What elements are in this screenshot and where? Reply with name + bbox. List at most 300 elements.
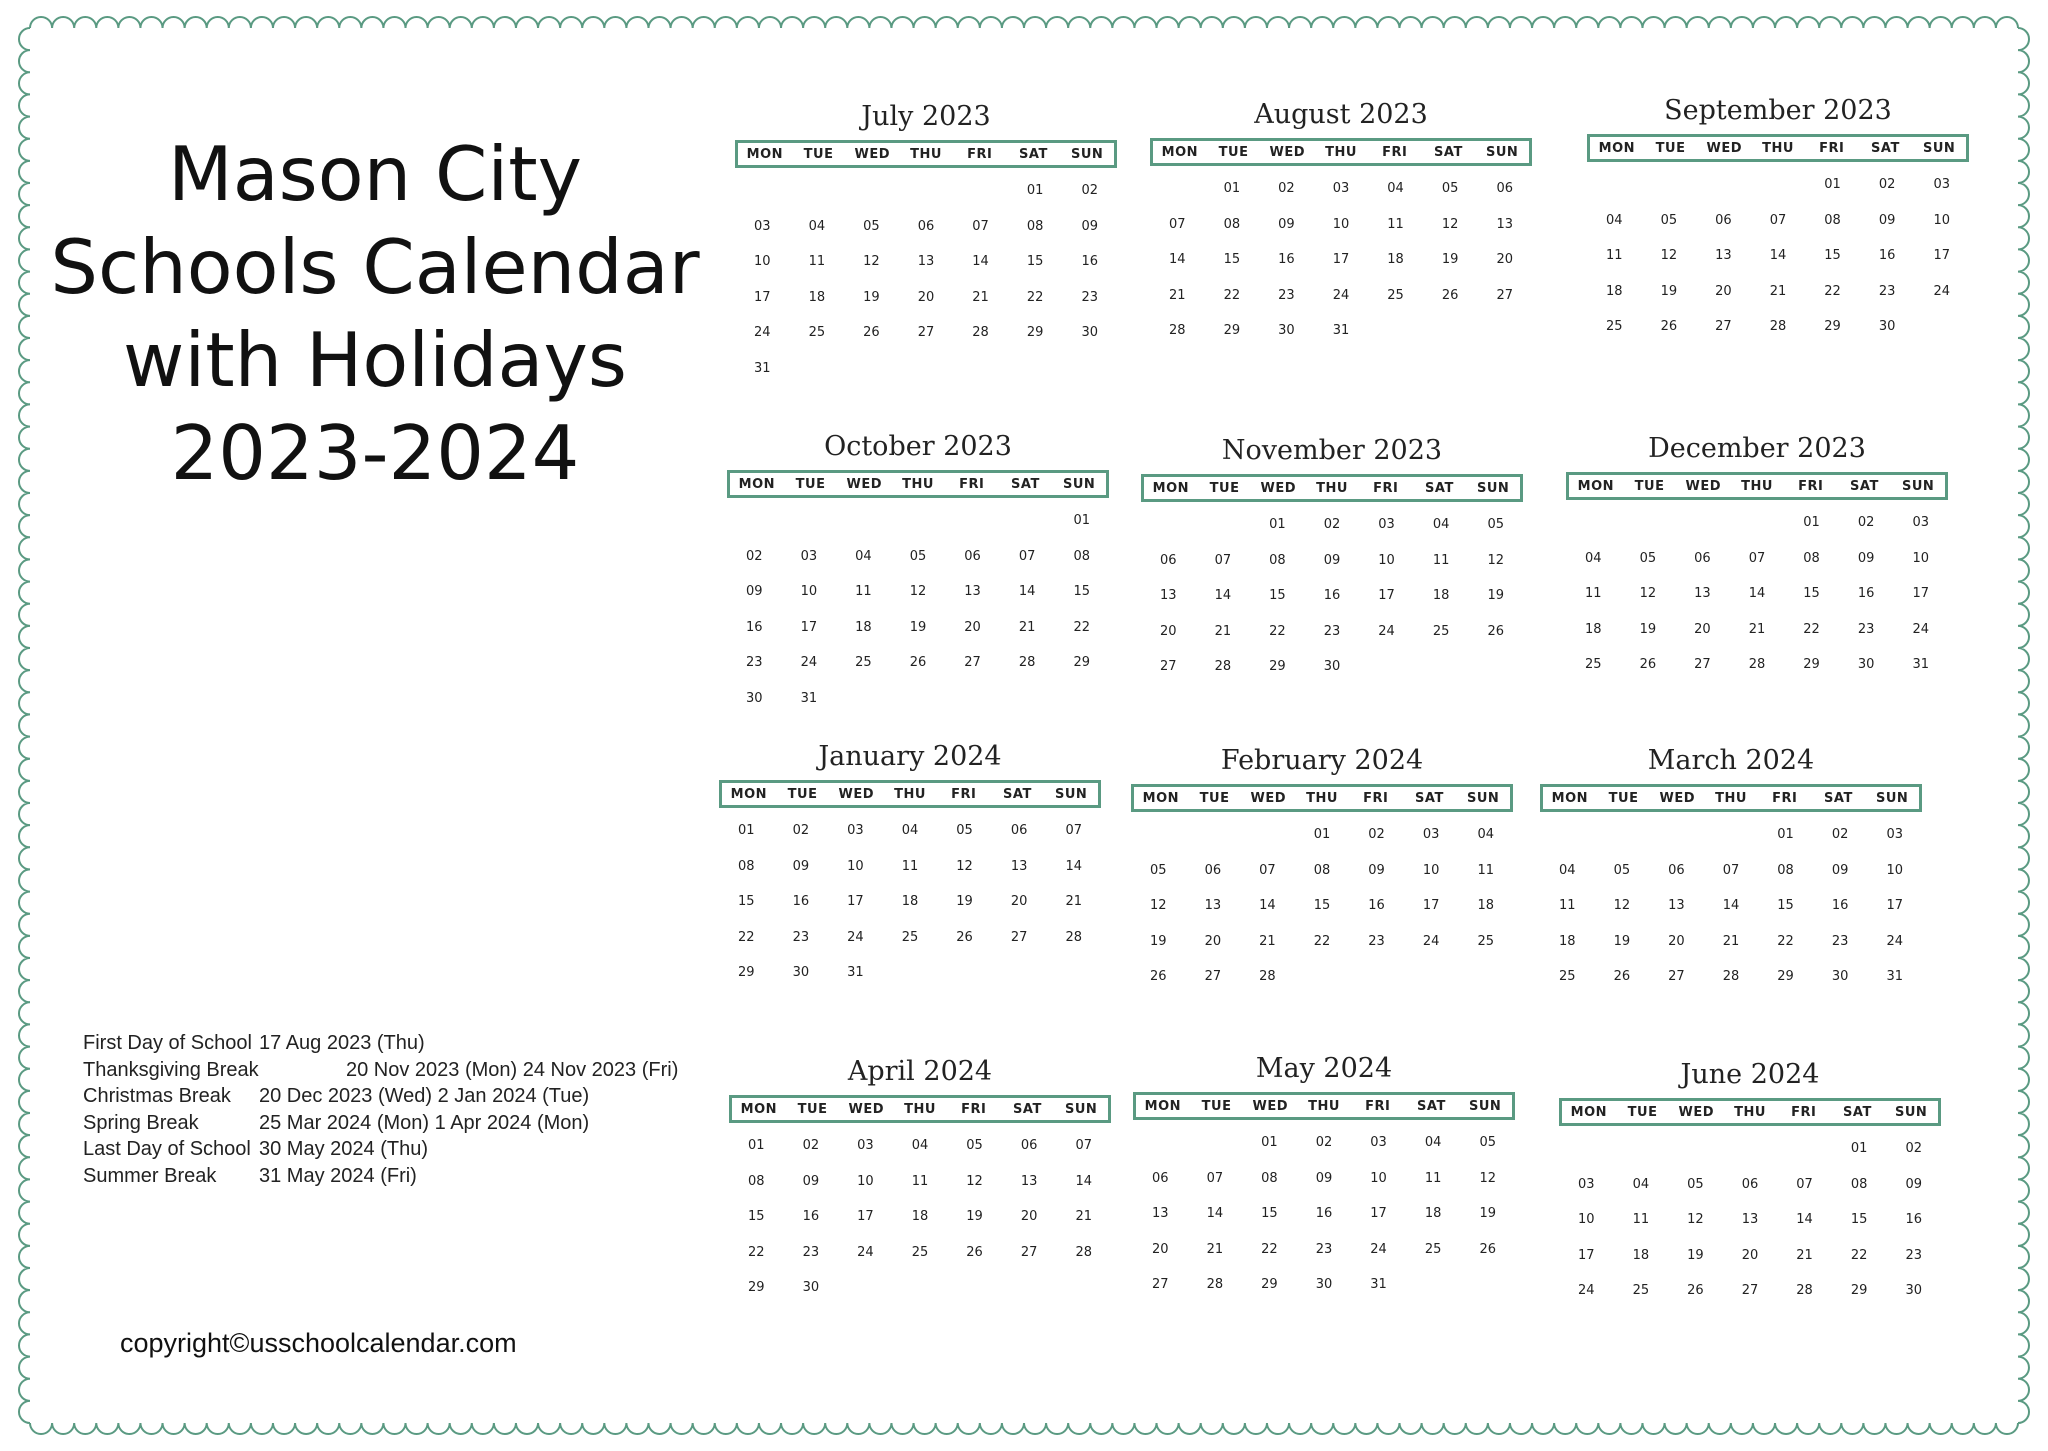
weekday-label: WED [1706, 140, 1743, 156]
day-cell: 13 [1152, 1206, 1169, 1222]
day-grid [1141, 512, 1523, 690]
holiday-name: Spring Break [83, 1111, 199, 1134]
day-cell: 02 [1323, 517, 1341, 532]
weekday-header [1133, 1092, 1515, 1120]
weekday-label: WED [838, 786, 875, 802]
weekday-label: THU [902, 476, 934, 492]
weekday-header [1131, 784, 1513, 812]
weekday-header [727, 470, 1109, 498]
weekday-label: MON [738, 476, 776, 492]
day-cell: 20 [1020, 1209, 1038, 1225]
day-cell: 30 [1878, 319, 1896, 335]
day-cell: 28 [1748, 657, 1766, 673]
holiday-name: Christmas Break [83, 1085, 231, 1107]
month-calendar [735, 100, 1117, 392]
day-cell: 11 [855, 584, 872, 600]
day-cell: 06 [1160, 552, 1177, 568]
day-cell: 08 [1803, 550, 1820, 566]
day-cell: 14 [1075, 1173, 1092, 1189]
month-calendar [1540, 744, 1922, 1000]
day-cell: 15 [1269, 588, 1286, 604]
day-cell: 16 [1857, 586, 1875, 602]
empty-cell [1559, 1136, 1614, 1172]
day-cell: 22 [1850, 1247, 1868, 1263]
day-cell: 06 [917, 218, 935, 234]
day-cell: 09 [802, 1173, 820, 1189]
weekday-label: MON [1577, 478, 1615, 494]
day-cell: 18 [901, 894, 919, 910]
weekday-label: SUN [1902, 478, 1935, 494]
empty-cell [1196, 512, 1251, 548]
day-cell: 06 [1668, 862, 1685, 878]
weekday-label: WED [1685, 478, 1722, 494]
day-cell: 19 [1150, 933, 1167, 949]
day-cell: 21 [1769, 283, 1787, 299]
day-cell: 30 [802, 1280, 820, 1296]
weekday-label: THU [1306, 790, 1338, 806]
day-cell: 25 [1606, 319, 1623, 335]
day-cell: 19 [1639, 621, 1657, 637]
holiday-date: 20 Nov 2023 (Mon) 24 Nov 2023 (Fri) [346, 1058, 679, 1081]
day-cell: 11 [1477, 862, 1494, 878]
day-cell: 15 [1850, 1212, 1868, 1228]
day-cell: 27 [1204, 969, 1222, 985]
day-cell: 01 [1850, 1141, 1868, 1156]
day-cell: 19 [1479, 1206, 1496, 1222]
weekday-label: FRI [1791, 1104, 1817, 1120]
weekday-label: THU [1308, 1098, 1340, 1114]
day-cell: 09 [1878, 212, 1896, 228]
day-cell: 15 [748, 1209, 765, 1225]
day-cell: 11 [1559, 898, 1576, 914]
weekday-label: SUN [1469, 1098, 1502, 1114]
day-cell: 29 [1269, 659, 1286, 675]
day-cell: 18 [855, 619, 872, 635]
day-cell: 12 [956, 858, 973, 874]
month-calendar [1133, 1052, 1515, 1308]
day-cell: 29 [1777, 969, 1794, 985]
day-cell: 27 [917, 325, 935, 341]
weekday-label: FRI [1382, 144, 1408, 160]
day-cell: 07 [1206, 1170, 1224, 1186]
holiday-name: Thanksgiving Break [83, 1058, 259, 1081]
weekday-label: THU [894, 786, 926, 802]
day-cell: 08 [1269, 552, 1286, 568]
day-cell: 04 [808, 218, 826, 234]
day-cell: 30 [1831, 969, 1849, 985]
weekday-label: FRI [967, 146, 993, 162]
day-cell: 19 [1613, 933, 1631, 949]
day-cell: 28 [1722, 969, 1740, 985]
day-grid [719, 818, 1101, 996]
day-cell: 02 [802, 1138, 820, 1153]
title-line: Schools Calendar [50, 223, 700, 311]
weekday-label: FRI [961, 1101, 987, 1117]
weekday-label: SUN [1071, 146, 1104, 162]
day-cell: 10 [847, 858, 864, 874]
day-cell: 21 [1214, 623, 1232, 639]
day-cell: 12 [909, 584, 927, 600]
weekday-label: WED [1269, 144, 1306, 160]
day-cell: 15 [1261, 1206, 1278, 1222]
empty-cell [1642, 172, 1697, 208]
day-cell: 27 [1020, 1244, 1038, 1260]
day-cell: 24 [1912, 621, 1929, 637]
day-cell: 10 [1422, 862, 1440, 878]
weekday-label: SAT [1850, 478, 1879, 494]
holiday-date: 17 Aug 2023 (Thu) [259, 1032, 425, 1054]
day-cell: 24 [1332, 287, 1350, 303]
day-cell: 06 [964, 548, 981, 564]
day-cell: 02 [1831, 827, 1849, 842]
empty-cell [1723, 1136, 1778, 1172]
day-cell: 08 [1261, 1170, 1278, 1186]
day-cell: 10 [1912, 550, 1929, 566]
day-cell: 22 [748, 1244, 765, 1260]
day-cell: 04 [1477, 827, 1494, 842]
day-cell: 03 [1378, 517, 1395, 532]
weekday-header [729, 1095, 1111, 1123]
day-cell: 14 [1748, 586, 1766, 602]
day-cell: 17 [1370, 1206, 1387, 1222]
empty-cell [1704, 822, 1759, 858]
day-cell: 19 [863, 289, 880, 305]
day-grid [1150, 176, 1532, 354]
day-cell: 28 [1065, 929, 1082, 945]
day-cell: 29 [748, 1280, 765, 1296]
empty-cell [1696, 172, 1751, 208]
day-cell: 06 [1496, 181, 1513, 196]
weekday-label: TUE [1634, 478, 1665, 494]
weekday-label: SUN [1876, 790, 1909, 806]
weekday-header [735, 140, 1117, 168]
day-cell: 28 [1214, 659, 1232, 675]
day-cell: 23 [802, 1244, 820, 1260]
day-cell: 23 [1278, 287, 1295, 303]
day-cell: 20 [1152, 1241, 1169, 1257]
day-cell: 19 [966, 1209, 983, 1225]
day-cell: 28 [1018, 655, 1036, 671]
day-cell: 28 [1075, 1244, 1092, 1260]
day-cell: 17 [847, 894, 864, 910]
day-cell: 09 [746, 584, 763, 600]
weekday-label: MON [1142, 790, 1180, 806]
day-cell: 22 [738, 929, 755, 945]
day-cell: 26 [1487, 623, 1504, 639]
empty-cell [899, 178, 954, 214]
weekday-label: SUN [1055, 786, 1088, 802]
day-cell: 15 [1313, 898, 1331, 914]
day-cell: 16 [1323, 588, 1341, 604]
day-cell: 12 [1150, 898, 1167, 914]
day-cell: 31 [800, 690, 818, 706]
day-cell: 25 [1432, 623, 1450, 639]
day-cell: 23 [1905, 1247, 1922, 1263]
day-cell: 21 [1796, 1247, 1813, 1263]
day-cell: 07 [1018, 548, 1036, 564]
empty-cell [1150, 176, 1205, 212]
day-cell: 25 [1632, 1283, 1650, 1299]
weekday-label: MON [1152, 480, 1190, 496]
day-cell: 09 [1368, 862, 1385, 878]
day-cell: 30 [1857, 657, 1875, 673]
day-cell: 01 [1026, 183, 1044, 198]
day-cell: 27 [1010, 929, 1028, 945]
holiday-date: 30 May 2024 (Thu) [259, 1138, 428, 1160]
day-cell: 31 [754, 360, 771, 376]
day-cell: 04 [1432, 517, 1450, 532]
day-cell: 16 [1905, 1212, 1922, 1228]
weekday-label: THU [1316, 480, 1348, 496]
day-cell: 22 [1777, 933, 1794, 949]
month-name: August 2023 [1254, 99, 1428, 130]
day-cell: 01 [738, 823, 755, 838]
day-cell: 04 [1559, 862, 1576, 878]
day-cell: 03 [1912, 515, 1929, 530]
day-cell: 24 [1422, 933, 1440, 949]
day-cell: 08 [1223, 216, 1241, 232]
weekday-label: SUN [1895, 1104, 1928, 1120]
month-calendar [719, 740, 1101, 996]
day-cell: 23 [1831, 933, 1849, 949]
day-cell: 26 [966, 1244, 983, 1260]
day-cell: 06 [1741, 1176, 1759, 1192]
day-cell: 05 [1613, 862, 1631, 878]
page-title [40, 128, 710, 500]
weekday-label: FRI [1365, 1098, 1391, 1114]
day-cell: 21 [1259, 933, 1276, 949]
day-cell: 03 [857, 1138, 874, 1153]
day-cell: 08 [1850, 1176, 1868, 1192]
day-cell: 18 [1559, 933, 1576, 949]
weekday-label: TUE [1218, 144, 1249, 160]
day-cell: 16 [1878, 248, 1896, 264]
weekday-label: WED [854, 146, 891, 162]
day-cell: 23 [792, 929, 810, 945]
day-cell: 10 [800, 584, 818, 600]
weekday-label: SAT [1417, 1098, 1446, 1114]
day-cell: 14 [1796, 1212, 1813, 1228]
weekday-label: WED [1260, 480, 1297, 496]
day-cell: 19 [1441, 252, 1459, 268]
day-cell: 31 [847, 965, 864, 981]
day-cell: 07 [972, 218, 989, 234]
day-cell: 03 [1422, 827, 1440, 842]
weekday-label: FRI [1798, 478, 1824, 494]
day-cell: 19 [909, 619, 927, 635]
empty-cell [790, 178, 845, 214]
day-cell: 18 [1387, 252, 1404, 268]
weekday-label: FRI [1772, 790, 1798, 806]
day-cell: 24 [1370, 1241, 1387, 1257]
day-cell: 11 [911, 1173, 929, 1189]
empty-cell [782, 508, 837, 544]
day-cell: 18 [1606, 283, 1623, 299]
day-cell: 08 [1073, 548, 1090, 564]
day-cell: 17 [1578, 1247, 1595, 1263]
day-cell: 26 [1660, 319, 1678, 335]
day-cell: 04 [1606, 212, 1623, 228]
day-cell: 20 [964, 619, 981, 635]
day-cell: 12 [966, 1173, 983, 1189]
day-cell: 03 [1886, 827, 1903, 842]
day-cell: 23 [1878, 283, 1896, 299]
day-cell: 08 [748, 1173, 765, 1189]
day-cell: 10 [1332, 216, 1350, 232]
day-cell: 07 [1214, 552, 1232, 568]
empty-cell [1621, 510, 1676, 546]
day-cell: 17 [857, 1209, 874, 1225]
day-grid [1131, 822, 1513, 1000]
day-cell: 31 [1370, 1277, 1387, 1293]
weekday-label: FRI [951, 786, 977, 802]
day-cell: 04 [1424, 1135, 1442, 1150]
day-cell: 26 [1687, 1283, 1704, 1299]
weekday-header [1566, 472, 1948, 500]
day-cell: 10 [1886, 862, 1903, 878]
day-cell: 01 [1269, 517, 1286, 532]
weekday-label: TUE [795, 476, 826, 492]
weekday-label: WED [1659, 790, 1696, 806]
day-cell: 22 [1261, 1241, 1278, 1257]
weekday-label: FRI [1363, 790, 1389, 806]
day-cell: 04 [911, 1138, 929, 1153]
day-cell: 26 [1639, 657, 1657, 673]
day-cell: 31 [1912, 657, 1929, 673]
day-cell: 05 [1660, 212, 1678, 228]
empty-cell [836, 508, 891, 544]
day-cell: 24 [800, 655, 818, 671]
day-cell: 30 [1278, 323, 1295, 339]
day-grid [1566, 510, 1948, 688]
day-cell: 25 [901, 929, 919, 945]
day-cell: 29 [1223, 323, 1241, 339]
holiday-date: 25 Mar 2024 (Mon) 1 Apr 2024 (Mon) [259, 1111, 590, 1134]
day-cell: 20 [1204, 933, 1222, 949]
day-cell: 01 [1803, 515, 1820, 530]
day-cell: 15 [1223, 252, 1241, 268]
day-cell: 07 [1796, 1176, 1813, 1192]
day-cell: 26 [863, 325, 880, 341]
day-cell: 29 [1803, 657, 1820, 673]
weekday-label: SAT [1019, 146, 1048, 162]
weekday-label: TUE [1209, 480, 1240, 496]
day-cell: 02 [746, 548, 763, 564]
day-cell: 16 [1278, 252, 1295, 268]
weekday-label: SUN [1486, 144, 1519, 160]
empty-cell [1668, 1136, 1723, 1172]
day-cell: 14 [972, 254, 989, 270]
day-cell: 02 [1905, 1141, 1922, 1156]
weekday-label: SAT [1871, 140, 1900, 156]
weekday-label: WED [846, 476, 883, 492]
day-cell: 18 [808, 289, 826, 305]
day-cell: 02 [1278, 181, 1295, 196]
holiday-date: 20 Dec 2023 (Wed) 2 Jan 2024 (Tue) [259, 1085, 590, 1107]
day-cell: 13 [917, 254, 935, 270]
weekday-header [1559, 1098, 1941, 1126]
weekday-label: THU [1741, 478, 1773, 494]
day-cell: 14 [1065, 858, 1082, 874]
day-cell: 19 [1660, 283, 1678, 299]
day-cell: 02 [1368, 827, 1385, 842]
weekday-label: MON [1144, 1098, 1182, 1114]
day-cell: 24 [1578, 1283, 1595, 1299]
empty-cell [1133, 1130, 1188, 1166]
day-cell: 17 [754, 289, 771, 305]
day-cell: 04 [1632, 1176, 1650, 1192]
day-cell: 27 [1160, 659, 1177, 675]
day-cell: 25 [1387, 287, 1404, 303]
day-cell: 19 [1687, 1247, 1704, 1263]
day-cell: 01 [748, 1138, 765, 1153]
day-cell: 27 [1668, 969, 1685, 985]
weekday-label: SAT [1843, 1104, 1872, 1120]
weekday-label: SAT [1434, 144, 1463, 160]
empty-cell [844, 178, 899, 214]
day-cell: 18 [1432, 588, 1450, 604]
weekday-label: MON [1598, 140, 1636, 156]
title-line: Mason City [167, 130, 582, 218]
month-calendar [1559, 1058, 1941, 1314]
day-cell: 01 [1313, 827, 1331, 842]
day-cell: 13 [1741, 1212, 1759, 1228]
day-cell: 08 [1777, 862, 1794, 878]
day-cell: 08 [1313, 862, 1331, 878]
day-cell: 20 [917, 289, 935, 305]
day-cell: 13 [1010, 858, 1028, 874]
day-cell: 05 [909, 548, 927, 564]
day-cell: 21 [1065, 894, 1082, 910]
day-cell: 21 [1722, 933, 1740, 949]
day-cell: 30 [1081, 325, 1098, 341]
day-cell: 19 [956, 894, 973, 910]
day-cell: 12 [1441, 216, 1459, 232]
weekday-label: WED [1250, 790, 1287, 806]
day-cell: 25 [808, 325, 826, 341]
month-name: March 2024 [1647, 745, 1815, 776]
day-cell: 09 [1278, 216, 1295, 232]
month-name: January 2024 [818, 741, 1002, 772]
day-cell: 27 [1694, 657, 1711, 673]
day-cell: 04 [855, 548, 872, 564]
day-cell: 12 [863, 254, 880, 270]
day-cell: 29 [1073, 655, 1090, 671]
day-cell: 17 [1912, 586, 1929, 602]
day-cell: 11 [808, 254, 826, 270]
weekday-label: THU [1762, 140, 1794, 156]
empty-cell [1188, 1130, 1243, 1166]
day-cell: 07 [1769, 212, 1787, 228]
day-cell: 30 [1905, 1283, 1922, 1299]
day-cell: 22 [1223, 287, 1241, 303]
day-cell: 13 [1204, 898, 1222, 914]
empty-cell [727, 508, 782, 544]
day-grid [1587, 172, 1969, 350]
day-cell: 21 [1169, 287, 1186, 303]
day-cell: 28 [1169, 323, 1186, 339]
day-cell: 12 [1660, 248, 1678, 264]
day-cell: 12 [1613, 898, 1631, 914]
day-cell: 06 [1152, 1170, 1169, 1186]
day-cell: 14 [1169, 252, 1186, 268]
day-cell: 24 [857, 1244, 874, 1260]
day-cell: 16 [746, 619, 763, 635]
empty-cell [1141, 512, 1196, 548]
weekday-label: THU [1325, 144, 1357, 160]
day-cell: 17 [1933, 248, 1950, 264]
day-cell: 26 [956, 929, 973, 945]
